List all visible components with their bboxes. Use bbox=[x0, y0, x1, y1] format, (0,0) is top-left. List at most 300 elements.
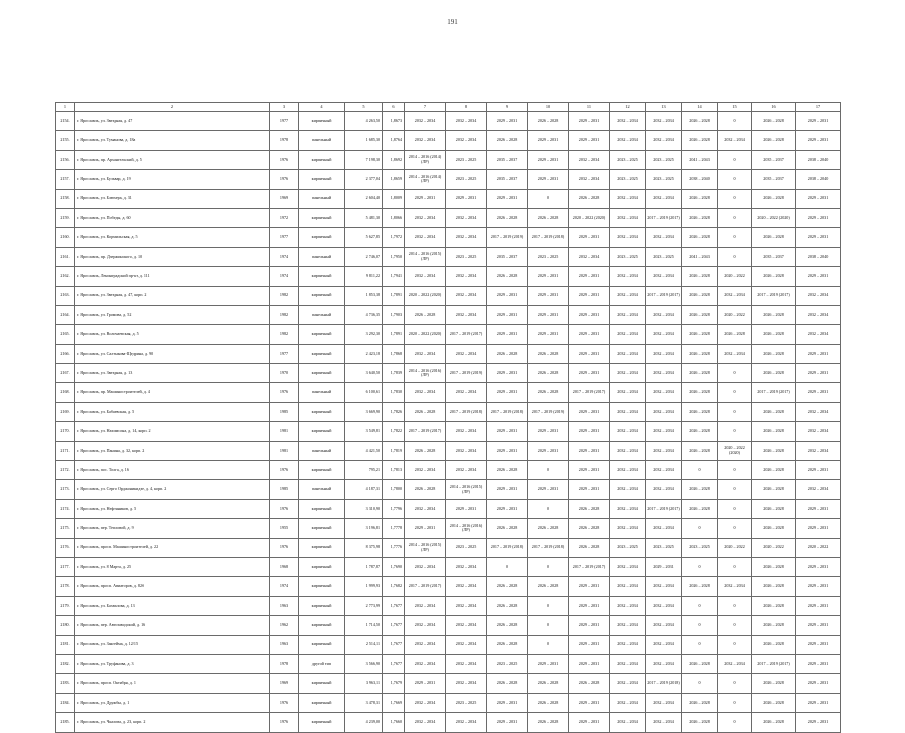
table-cell: 1,7776 bbox=[383, 538, 405, 557]
table-cell: 0 bbox=[718, 674, 752, 693]
table-cell: 2023 – 2025 bbox=[528, 247, 569, 266]
table-cell: 3 310,90 bbox=[345, 499, 383, 518]
table-cell: 2032 – 2034 bbox=[405, 654, 446, 673]
table-cell: 2032 – 2034 bbox=[446, 713, 487, 732]
column-header: 9 bbox=[487, 103, 528, 112]
table-cell: 2029 – 2031 bbox=[796, 635, 841, 654]
row-number-cell: 2173. bbox=[56, 480, 75, 499]
table-cell: 1,7941 bbox=[383, 267, 405, 286]
address-cell: г. Ярославль, ул. Нахимсона, д. 14, корп. 2 bbox=[75, 422, 270, 441]
table-cell: 0 bbox=[718, 713, 752, 732]
table-cell: 2032 – 2034 bbox=[646, 383, 682, 402]
table-cell: 9 811,22 bbox=[345, 267, 383, 286]
table-cell: 1976 bbox=[270, 713, 299, 732]
table-cell: 2032 – 2034 bbox=[610, 112, 646, 131]
address-cell: г. Ярославль, просп. Авиаторов, д. 82б bbox=[75, 577, 270, 596]
table-cell: 2032 – 2034 bbox=[446, 557, 487, 576]
table-cell: 2029 – 2031 bbox=[796, 267, 841, 286]
table-cell: 1,7826 bbox=[383, 402, 405, 421]
table-cell: 2032 – 2034 bbox=[796, 286, 841, 305]
table-cell: 2026 – 2028 bbox=[487, 208, 528, 227]
table-cell: 1976 bbox=[270, 383, 299, 402]
table-cell: 2026 – 2028 bbox=[752, 693, 796, 712]
table-cell: 2017 – 2019 (2018) bbox=[528, 228, 569, 247]
table-cell: 2032 – 2034 bbox=[646, 402, 682, 421]
table-cell: 2032 – 2034 bbox=[646, 635, 682, 654]
table-cell: 2026 – 2028 bbox=[752, 344, 796, 363]
table-cell: 2032 – 2034 bbox=[610, 577, 646, 596]
table-cell: 2026 – 2028 bbox=[487, 344, 528, 363]
table-cell: 2023 – 2025 bbox=[610, 538, 646, 557]
table-cell: 2032 – 2034 bbox=[718, 286, 752, 305]
table-cell: 2029 – 2031 bbox=[796, 596, 841, 615]
table-row bbox=[56, 635, 841, 654]
row-number-cell: 2154. bbox=[56, 112, 75, 131]
table-cell: 2017 – 2019 (2018) bbox=[528, 538, 569, 557]
address-cell: г. Ярославль, пр. Машиностроителей, д. 4 bbox=[75, 383, 270, 402]
table-cell: 2032 – 2034 bbox=[446, 654, 487, 673]
table-cell: 2032 – 2034 bbox=[446, 286, 487, 305]
row-number-cell: 2185. bbox=[56, 713, 75, 732]
table-cell: 2038 – 2040 bbox=[682, 170, 718, 189]
table-cell: 2032 – 2034 bbox=[646, 344, 682, 363]
table-cell: 2026 – 2028 bbox=[682, 189, 718, 208]
address-cell: г. Ярославль, ул. Труфанова, д. 3 bbox=[75, 654, 270, 673]
table-cell: 2029 – 2031 bbox=[569, 596, 610, 615]
table-cell: 2026 – 2028 bbox=[752, 635, 796, 654]
table-cell: 1962 bbox=[270, 616, 299, 635]
table-cell: панельный bbox=[299, 305, 345, 324]
table-cell: 2017 – 2019 (2017) bbox=[752, 286, 796, 305]
table-cell: 2026 – 2028 bbox=[682, 402, 718, 421]
table-cell: 2026 – 2028 bbox=[487, 674, 528, 693]
table-cell: кирпичный bbox=[299, 228, 345, 247]
table-cell: 2032 – 2034 bbox=[446, 635, 487, 654]
row-number-cell: 2177. bbox=[56, 557, 75, 576]
table-cell: 2026 – 2028 bbox=[752, 422, 796, 441]
table-cell: 2026 – 2028 bbox=[528, 112, 569, 131]
table-cell: 2017 – 2019 (2019) bbox=[528, 402, 569, 421]
table-cell: 2032 – 2034 bbox=[405, 131, 446, 150]
table-cell: 1,7660 bbox=[383, 713, 405, 732]
table-cell: 0 bbox=[718, 693, 752, 712]
table-cell: 2026 – 2028 bbox=[682, 422, 718, 441]
table-cell: 1982 bbox=[270, 325, 299, 344]
table-cell: 2029 – 2031 bbox=[796, 499, 841, 518]
table-cell: 2035 – 2037 bbox=[752, 150, 796, 169]
table-cell: 2029 – 2031 bbox=[487, 286, 528, 305]
table-cell: 2020 – 2022 (2020) bbox=[405, 286, 446, 305]
table-cell: кирпичный bbox=[299, 364, 345, 383]
table-cell: 2029 – 2031 bbox=[405, 674, 446, 693]
table-cell: 2032 – 2034 bbox=[610, 267, 646, 286]
table-cell: 1,8659 bbox=[383, 170, 405, 189]
table-cell: кирпичный bbox=[299, 422, 345, 441]
address-cell: г. Ярославль, ул. Дружбы, д. 1 bbox=[75, 693, 270, 712]
table-cell: 2029 – 2031 bbox=[796, 674, 841, 693]
row-number-cell: 2168. bbox=[56, 383, 75, 402]
table-cell: 2017 – 2019 (2017) bbox=[752, 383, 796, 402]
table-cell: 1,8692 bbox=[383, 150, 405, 169]
table-cell: 2029 – 2031 bbox=[446, 189, 487, 208]
table-cell: 2032 – 2034 bbox=[446, 267, 487, 286]
table-cell: 2026 – 2028 bbox=[682, 228, 718, 247]
column-header: 2 bbox=[75, 103, 270, 112]
table-cell: 2032 – 2034 bbox=[610, 596, 646, 615]
row-number-cell: 2161. bbox=[56, 247, 75, 266]
table-cell: 2032 – 2034 bbox=[610, 693, 646, 712]
table-cell: 2029 – 2031 bbox=[569, 286, 610, 305]
table-cell: 2029 – 2031 bbox=[569, 713, 610, 732]
table-cell: 2032 – 2034 bbox=[405, 208, 446, 227]
table-cell: 2029 – 2031 bbox=[796, 228, 841, 247]
table-cell: 1974 bbox=[270, 267, 299, 286]
column-header: 8 bbox=[446, 103, 487, 112]
table-cell: 2032 – 2034 bbox=[646, 480, 682, 499]
table-cell: 2026 – 2028 bbox=[405, 402, 446, 421]
table-cell: 2026 – 2028 bbox=[682, 693, 718, 712]
table-cell: 3 669,90 bbox=[345, 402, 383, 421]
table-cell: 0 bbox=[528, 189, 569, 208]
table-cell: 2029 – 2031 bbox=[796, 364, 841, 383]
table-cell: 2023 – 2025 bbox=[446, 150, 487, 169]
table-cell: 2032 – 2034 bbox=[646, 189, 682, 208]
table-cell: 2032 – 2034 bbox=[610, 480, 646, 499]
row-number-cell: 2158. bbox=[56, 189, 75, 208]
table-cell: 2032 – 2034 bbox=[446, 596, 487, 615]
table-cell: 2026 – 2028 bbox=[752, 480, 796, 499]
table-cell: 2029 – 2031 bbox=[796, 461, 841, 480]
table-cell: 1985 bbox=[270, 480, 299, 499]
table-cell: 0 bbox=[528, 635, 569, 654]
table-cell: 1,7813 bbox=[383, 461, 405, 480]
table-cell: 0 bbox=[682, 461, 718, 480]
table-cell: 1,7679 bbox=[383, 674, 405, 693]
table-cell: 1982 bbox=[270, 305, 299, 324]
table-cell: 2029 – 2031 bbox=[796, 344, 841, 363]
table-cell: 2032 – 2034 bbox=[646, 325, 682, 344]
table-cell: 2026 – 2028 bbox=[487, 267, 528, 286]
table-cell: 2026 – 2028 bbox=[528, 208, 569, 227]
table-cell: 0 bbox=[718, 208, 752, 227]
address-cell: г. Ярославль, ул. Бульвар, д. 19 bbox=[75, 170, 270, 189]
table-cell: 2032 – 2034 bbox=[718, 577, 752, 596]
row-number-cell: 2174. bbox=[56, 499, 75, 518]
table-cell: 2017 – 2019 (2017) bbox=[446, 325, 487, 344]
table-cell: 2032 – 2034 bbox=[569, 247, 610, 266]
table-cell: 2032 – 2034 bbox=[610, 616, 646, 635]
table-cell: 2032 – 2034 bbox=[610, 364, 646, 383]
table-cell: 1981 bbox=[270, 441, 299, 460]
table-cell: 2032 – 2034 bbox=[646, 364, 682, 383]
table-cell: 2032 – 2034 bbox=[405, 713, 446, 732]
table-cell: 1,7677 bbox=[383, 654, 405, 673]
table-cell: 1,7677 bbox=[383, 635, 405, 654]
table-row bbox=[56, 208, 841, 227]
table-cell: 0 bbox=[718, 364, 752, 383]
table-cell: 1969 bbox=[270, 674, 299, 693]
table-cell: 2017 – 2019 (2017) bbox=[646, 208, 682, 227]
table-cell: 2032 – 2034 bbox=[405, 635, 446, 654]
table-cell: 2026 – 2028 bbox=[752, 519, 796, 538]
table-cell: 2035 – 2037 bbox=[752, 170, 796, 189]
table-cell: 2026 – 2028 bbox=[682, 499, 718, 518]
table-cell: 2017 – 2019 (2019) bbox=[446, 364, 487, 383]
table-cell: 1972 bbox=[270, 208, 299, 227]
row-number-cell: 2172. bbox=[56, 461, 75, 480]
table-cell: 2026 – 2028 bbox=[682, 325, 718, 344]
column-header: 5 bbox=[345, 103, 383, 112]
table-cell: 1,7800 bbox=[383, 480, 405, 499]
table-cell: 5 627,85 bbox=[345, 228, 383, 247]
table-cell: 2032 – 2034 bbox=[610, 654, 646, 673]
table-cell: 2032 – 2034 bbox=[405, 344, 446, 363]
table-cell: 1974 bbox=[270, 577, 299, 596]
table-cell: 2029 – 2031 bbox=[569, 325, 610, 344]
table-cell: 2026 – 2028 bbox=[487, 635, 528, 654]
table-cell: 0 bbox=[718, 189, 752, 208]
table-cell: 2032 – 2034 bbox=[405, 693, 446, 712]
table-cell: кирпичный bbox=[299, 344, 345, 363]
table-cell: 1976 bbox=[270, 538, 299, 557]
table-cell: 2026 – 2028 bbox=[487, 616, 528, 635]
table-cell: 2032 – 2034 bbox=[718, 344, 752, 363]
table-cell: 2029 – 2031 bbox=[569, 577, 610, 596]
table-row bbox=[56, 557, 841, 576]
table-cell: 1,7868 bbox=[383, 344, 405, 363]
table-cell: другой тип bbox=[299, 654, 345, 673]
table-cell: 1,7677 bbox=[383, 596, 405, 615]
table-cell: 2026 – 2028 bbox=[528, 344, 569, 363]
table-row bbox=[56, 654, 841, 673]
table-cell: 2032 – 2034 bbox=[796, 305, 841, 324]
row-number-cell: 2170. bbox=[56, 422, 75, 441]
table-cell: 1976 bbox=[270, 693, 299, 712]
table-cell: 2035 – 2037 bbox=[752, 247, 796, 266]
table-cell: 3 963,11 bbox=[345, 674, 383, 693]
table-cell: 2023 – 2025 bbox=[646, 538, 682, 557]
address-cell: г. Ярославль, пос. Толга, д. 16 bbox=[75, 461, 270, 480]
table-cell: 2029 – 2031 bbox=[796, 616, 841, 635]
table-cell: 1 714,50 bbox=[345, 616, 383, 635]
table-cell: 0 bbox=[682, 674, 718, 693]
table-cell: 2029 – 2031 bbox=[796, 131, 841, 150]
table-cell: 2032 – 2034 bbox=[405, 596, 446, 615]
table-cell: 2029 – 2031 bbox=[528, 441, 569, 460]
table-cell: 2020 – 2022 (2020) bbox=[405, 325, 446, 344]
table-cell: 1977 bbox=[270, 228, 299, 247]
table-cell: 2029 – 2031 bbox=[528, 654, 569, 673]
table-cell: 2026 – 2028 bbox=[752, 228, 796, 247]
table-cell: 2032 – 2034 bbox=[646, 616, 682, 635]
address-cell: г. Ярославль, ул. 8 Марта, д. 25 bbox=[75, 557, 270, 576]
column-header: 16 bbox=[752, 103, 796, 112]
table-cell: 4 187,31 bbox=[345, 480, 383, 499]
table-cell: 2032 – 2034 bbox=[446, 344, 487, 363]
table-cell: 2026 – 2028 bbox=[528, 674, 569, 693]
table-cell: 1969 bbox=[270, 189, 299, 208]
table-cell: 2038 – 2040 bbox=[796, 247, 841, 266]
table-cell: 2026 – 2028 bbox=[752, 325, 796, 344]
address-cell: г. Ярославль, ул. Громова, д. 52 bbox=[75, 305, 270, 324]
table-cell: 2041 – 2043 bbox=[682, 247, 718, 266]
address-cell: г. Ярославль, ул. Волочаевская, д. 5 bbox=[75, 325, 270, 344]
table-cell: 2029 – 2031 bbox=[528, 305, 569, 324]
table-cell: 1977 bbox=[270, 344, 299, 363]
table-cell: 0 bbox=[718, 112, 752, 131]
table-row bbox=[56, 364, 841, 383]
table-cell: 0 bbox=[487, 557, 528, 576]
table-cell: 2017 – 2019 (2019) bbox=[487, 228, 528, 247]
table-row bbox=[56, 713, 841, 732]
table-cell: 2029 – 2031 bbox=[796, 693, 841, 712]
table-cell: 2032 – 2034 bbox=[405, 228, 446, 247]
table-cell: 2029 – 2031 bbox=[528, 286, 569, 305]
table-cell: 2032 – 2034 bbox=[646, 267, 682, 286]
table-cell: 2029 – 2031 bbox=[569, 616, 610, 635]
table-cell: 1976 bbox=[270, 499, 299, 518]
table-cell: 2029 – 2031 bbox=[528, 131, 569, 150]
table-cell: 2026 – 2028 bbox=[682, 364, 718, 383]
table-cell: 2029 – 2031 bbox=[405, 189, 446, 208]
table-cell: 2029 – 2031 bbox=[528, 422, 569, 441]
table-cell: 2032 – 2034 bbox=[610, 131, 646, 150]
table-cell: 2017 – 2019 (2018) bbox=[487, 538, 528, 557]
table-cell: 2029 – 2031 bbox=[528, 325, 569, 344]
table-cell: 2029 – 2031 bbox=[487, 422, 528, 441]
table-cell: 2032 – 2034 bbox=[610, 635, 646, 654]
table-row bbox=[56, 441, 841, 460]
table-cell: 2032 – 2034 bbox=[405, 461, 446, 480]
column-header: 4 bbox=[299, 103, 345, 112]
table-cell: 0 bbox=[528, 461, 569, 480]
table-cell: 1978 bbox=[270, 131, 299, 150]
table-cell: 2032 – 2034 bbox=[610, 325, 646, 344]
table-cell: 2014 – 2016 (2016)(ЛР) bbox=[446, 519, 487, 538]
table-cell: 2032 – 2034 bbox=[718, 654, 752, 673]
table-cell: 2032 – 2034 bbox=[610, 499, 646, 518]
table-cell: кирпичный bbox=[299, 267, 345, 286]
table-row bbox=[56, 402, 841, 421]
table-cell: 0 bbox=[718, 519, 752, 538]
table-cell: 1,7891 bbox=[383, 286, 405, 305]
table-cell: 0 bbox=[718, 499, 752, 518]
table-cell: 2017 – 2019 (2017) bbox=[752, 654, 796, 673]
address-cell: г. Ярославль, просп. Октября, д. 1 bbox=[75, 674, 270, 693]
table-cell: 2032 – 2034 bbox=[446, 383, 487, 402]
table-cell: 2029 – 2031 bbox=[487, 305, 528, 324]
table-row bbox=[56, 267, 841, 286]
row-number-cell: 2183. bbox=[56, 674, 75, 693]
table-cell: 1,7669 bbox=[383, 693, 405, 712]
table-cell: 2032 – 2034 bbox=[569, 150, 610, 169]
table-cell: 2029 – 2031 bbox=[405, 519, 446, 538]
row-number-cell: 2184. bbox=[56, 693, 75, 712]
column-header: 10 bbox=[528, 103, 569, 112]
table-cell: 2026 – 2028 bbox=[752, 616, 796, 635]
table-cell: 2035 – 2037 bbox=[487, 150, 528, 169]
table-cell: 2029 – 2031 bbox=[487, 112, 528, 131]
table-cell: 2026 – 2028 bbox=[752, 461, 796, 480]
table-cell: 2029 – 2031 bbox=[446, 499, 487, 518]
table-cell: 1,7819 bbox=[383, 441, 405, 460]
table-cell: 2032 – 2034 bbox=[610, 228, 646, 247]
table-cell: 2026 – 2028 bbox=[682, 305, 718, 324]
table-cell: 2029 – 2031 bbox=[487, 480, 528, 499]
table-cell: 2029 – 2031 bbox=[487, 713, 528, 732]
table-cell: 2 746,07 bbox=[345, 247, 383, 266]
table-cell: 2029 – 2031 bbox=[569, 228, 610, 247]
table-cell: 2029 – 2031 bbox=[487, 189, 528, 208]
table-cell: 1976 bbox=[270, 461, 299, 480]
table-cell: 3 566,90 bbox=[345, 654, 383, 673]
table-cell: кирпичный bbox=[299, 596, 345, 615]
table-row bbox=[56, 616, 841, 635]
table-cell: 2026 – 2028 bbox=[752, 713, 796, 732]
table-cell: кирпичный bbox=[299, 325, 345, 344]
table-cell: 1985 bbox=[270, 402, 299, 421]
table-cell: 1955 bbox=[270, 519, 299, 538]
row-number-cell: 2164. bbox=[56, 305, 75, 324]
table-cell: 6 100,61 bbox=[345, 383, 383, 402]
table-cell: 2032 – 2034 bbox=[796, 402, 841, 421]
address-cell: г. Ярославль, ул. Звездная, д. 13 bbox=[75, 364, 270, 383]
table-cell: 2026 – 2028 bbox=[528, 383, 569, 402]
table-cell: 1968 bbox=[270, 557, 299, 576]
table-cell: 2014 – 2016 (2014)(ЛР) bbox=[405, 150, 446, 169]
address-cell: г. Ярославль, пер. Тепловой, д. 9 bbox=[75, 519, 270, 538]
table-cell: 2026 – 2028 bbox=[752, 557, 796, 576]
address-cell: г. Ярославль, ул. Звездная, д. 47 bbox=[75, 112, 270, 131]
table-cell: 0 bbox=[718, 383, 752, 402]
table-cell: кирпичный bbox=[299, 674, 345, 693]
address-cell: г. Ярославль, ул. Нефтяников, д. 5 bbox=[75, 499, 270, 518]
table-cell: 2026 – 2028 bbox=[752, 305, 796, 324]
table-row bbox=[56, 499, 841, 518]
table-cell: панельный bbox=[299, 189, 345, 208]
table-cell: 2029 – 2031 bbox=[487, 383, 528, 402]
table-cell: 2032 – 2034 bbox=[610, 422, 646, 441]
table-cell: кирпичный bbox=[299, 499, 345, 518]
table-cell: 1,8764 bbox=[383, 131, 405, 150]
table-cell: 2017 – 2019 (2018) bbox=[487, 402, 528, 421]
table-cell: 2032 – 2034 bbox=[610, 305, 646, 324]
table-cell: 2026 – 2028 bbox=[752, 364, 796, 383]
table-cell: 2032 – 2034 bbox=[569, 170, 610, 189]
table-cell: 2020 – 2022 (2020) bbox=[752, 208, 796, 227]
table-cell: кирпичный bbox=[299, 693, 345, 712]
column-header: 7 bbox=[405, 103, 446, 112]
table-cell: 2032 – 2034 bbox=[610, 383, 646, 402]
table-cell: 2020 – 2022 (2020) bbox=[569, 208, 610, 227]
table-cell: 2032 – 2034 bbox=[405, 267, 446, 286]
table-cell: 1,8673 bbox=[383, 112, 405, 131]
table-cell: 2032 – 2034 bbox=[646, 228, 682, 247]
table-cell: 0 bbox=[718, 402, 752, 421]
table-cell: 2032 – 2034 bbox=[796, 325, 841, 344]
table-cell: 2032 – 2034 bbox=[610, 286, 646, 305]
table-row bbox=[56, 170, 841, 189]
table-row bbox=[56, 577, 841, 596]
table-cell: 2032 – 2034 bbox=[610, 519, 646, 538]
table-cell: 0 bbox=[682, 557, 718, 576]
table-cell: 2020 – 2022 (2020) bbox=[718, 441, 752, 460]
address-cell: г. Ярославль, ул. Звездная, д. 47, корп. 2 bbox=[75, 286, 270, 305]
table-cell: 2014 – 2016 (2015)(ЛР) bbox=[405, 247, 446, 266]
table-cell: кирпичный bbox=[299, 538, 345, 557]
table-cell: 2032 – 2034 bbox=[646, 596, 682, 615]
table-cell: 2014 – 2016 (2016)(ЛР) bbox=[405, 364, 446, 383]
